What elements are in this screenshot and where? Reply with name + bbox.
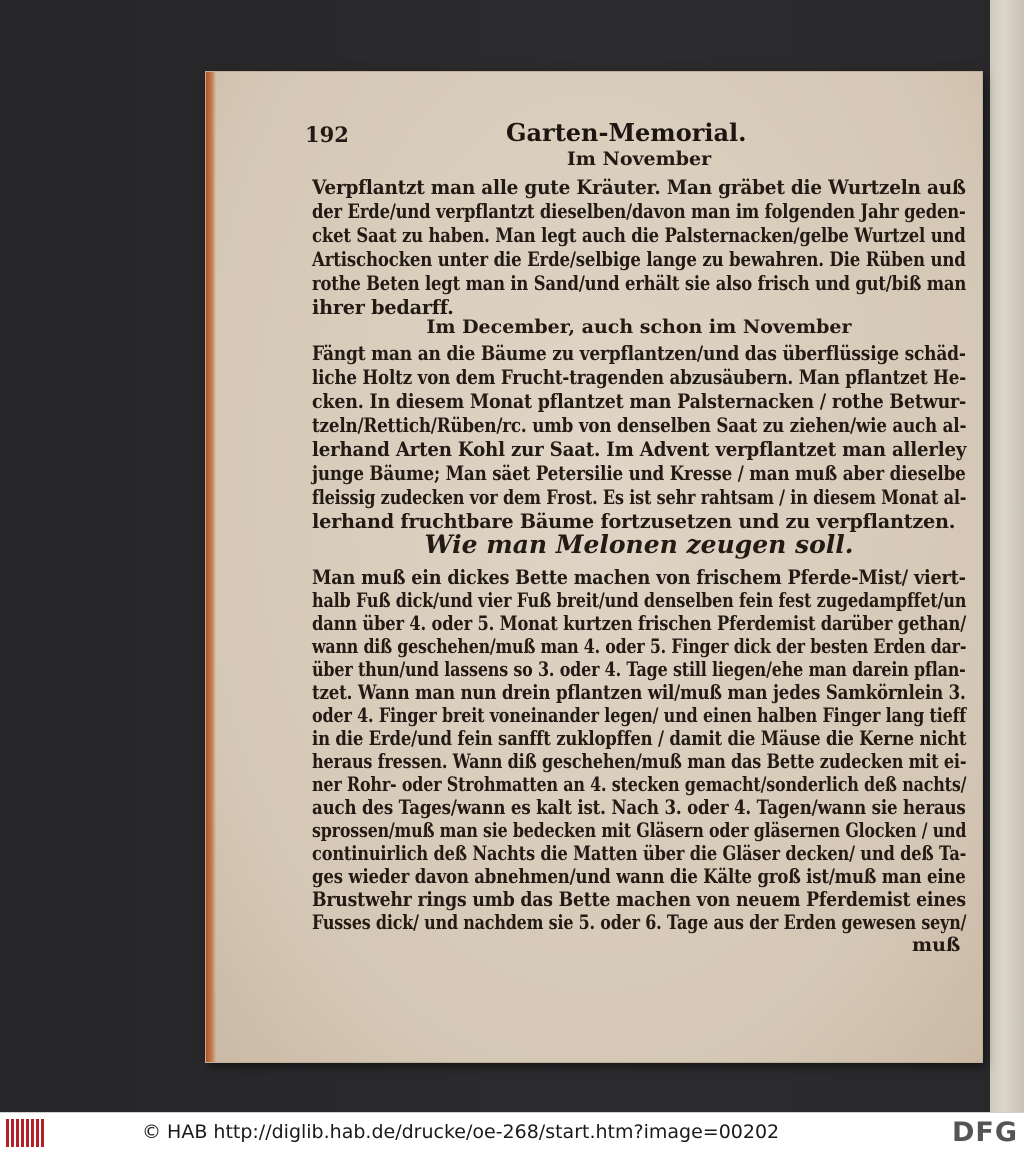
section-heading: Im November: [566, 148, 712, 170]
book-page: [206, 72, 982, 1062]
adjacent-page-edge: [990, 0, 1024, 1112]
text-line: in die Erde/und fein sanfft zuklopffen / damit die Mäuse die Kerne nicht: [312, 727, 967, 750]
text-line: ihrer bedarff.: [312, 296, 454, 319]
text-line: rothe Beten legt man in Sand/und erhält sie also frisch und gut/biß man: [312, 272, 967, 295]
copyright-url-link[interactable]: © HAB http://diglib.hab.de/drucke/oe-268/start.htm?image=00202: [142, 1121, 780, 1143]
text-line: halb Fuß dick/und vier Fuß breit/und denselben fein fest zugedampffet/un: [312, 589, 967, 612]
text-line: sprossen/muß man sie bedecken mit Gläsern oder gläsernen Glocken / und: [312, 819, 967, 842]
text-line: wann diß geschehen/muß man 4. oder 5. Finger dick der besten Erden dar-: [312, 635, 967, 658]
text-line: Fängt man an die Bäume zu verpflantzen/und das überflüssige schäd-: [312, 342, 966, 365]
dfg-logo: DFG: [951, 1117, 1018, 1148]
text-line: fleissig zudecken vor dem Frost. Es ist sehr rahtsam / in diesem Monat al-: [312, 486, 967, 509]
text-line: cket Saat zu haben. Man legt auch die Palsternacken/gelbe Wurtzel und: [312, 224, 966, 247]
text-line: tzeln/Rettich/Rüben/rc. umb von denselben Saat zu ziehen/wie auch al-: [312, 414, 967, 437]
text-line: auch des Tages/wann es kalt ist. Nach 3. oder 4. Tagen/wann sie heraus: [312, 796, 966, 819]
section-heading: Wie man Melonen zeugen soll.: [424, 530, 854, 559]
text-line: ner Rohr- oder Strohmatten an 4. stecken gemacht/sonderlich deß nachts/: [312, 773, 967, 796]
text-line: Man muß ein dickes Bette machen von frischem Pferde-Mist/ viert-: [312, 566, 966, 589]
text-line: Brustwehr rings umb das Bette machen von neuem Pferdemist eines: [312, 888, 966, 911]
running-title: Garten-Memorial.: [506, 118, 747, 147]
text-line: der Erde/und verpflantzt dieselben/davon man im folgenden Jahr geden-: [312, 200, 966, 223]
text-line: lerhand fruchtbare Bäume fortzusetzen und zu verpflantzen.: [312, 510, 956, 533]
page-body: [312, 72, 966, 1062]
text-line: oder 4. Finger breit voneinander legen/ und einen halben Finger lang tieff: [312, 704, 966, 727]
text-line: liche Holtz von dem Frucht-tragenden abzusäubern. Man pflantzet He-: [312, 366, 966, 389]
text-line: continuirlich deß Nachts die Matten über die Gläser decken/ und deß Ta-: [312, 842, 967, 865]
text-line: lerhand Arten Kohl zur Saat. Im Advent verpflantzet man allerley: [312, 438, 967, 461]
text-line: tzet. Wann man nun drein pflantzen wil/muß man jedes Samkörnlein 3.: [312, 681, 966, 704]
section-heading: Im December, auch schon im November: [426, 316, 852, 338]
text-line: ges wieder davon abnehmen/und wann die Kälte groß ist/muß man eine: [312, 865, 966, 888]
text-line: Verpflantzt man alle gute Kräuter. Man gräbet die Wurtzeln auß: [312, 176, 966, 199]
text-line: Fusses dick/ und nachdem sie 5. oder 6. Tage aus der Erden gewesen seyn/: [312, 911, 967, 934]
catchword: muß: [912, 934, 961, 956]
text-line: Artischocken unter die Erde/selbige lange zu bewahren. Die Rüben und: [312, 248, 966, 271]
text-line: über thun/und lassens so 3. oder 4. Tage still liegen/ehe man darein pflan-: [312, 658, 966, 681]
text-line: dann über 4. oder 5. Monat kurtzen frischen Pferdemist darüber gethan/: [312, 612, 966, 635]
text-line: junge Bäume; Man säet Petersilie und Kresse / man muß aber dieselbe: [312, 462, 966, 485]
page-number: 192: [305, 122, 349, 147]
footer-bar: [0, 1112, 1024, 1153]
text-line: heraus fressen. Wann diß geschehen/muß man das Bette zudecken mit ei-: [312, 750, 967, 773]
library-logo-icon: [6, 1119, 46, 1147]
text-line: cken. In diesem Monat pflantzet man Palsternacken / rothe Betwur-: [312, 390, 967, 413]
